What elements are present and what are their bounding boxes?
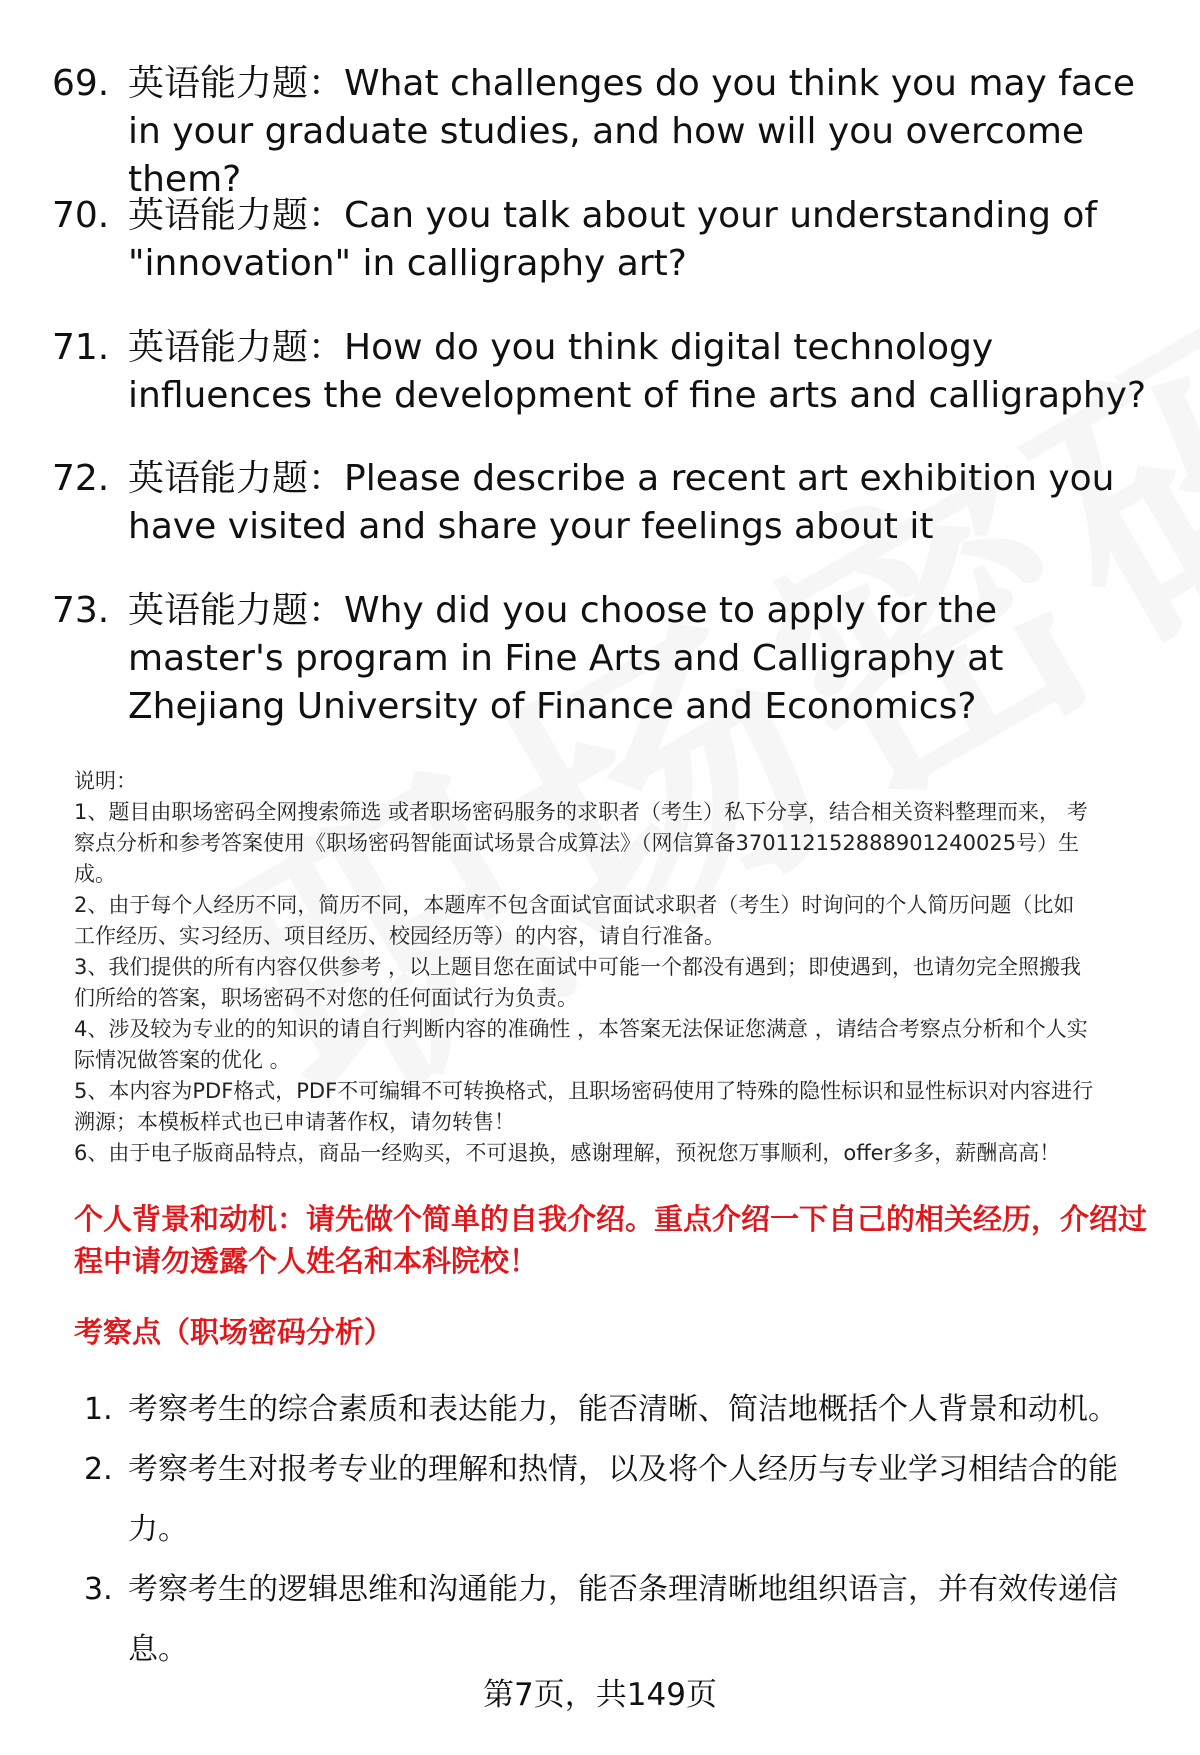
disclaimer-notes bbox=[74, 766, 1164, 1169]
notes-line: 3、我们提供的所有内容仅供参考 ，以上题目您在面试中可能一个都没有遇到；即使遇到，也请勿完全照搬我 bbox=[74, 955, 1082, 979]
page-footer: 第7页，共149页 bbox=[483, 1677, 717, 1713]
notes-line: 6、由于电子版商品特点，商品一经购买，不可退换，感谢理解，预祝您万事顺利，offer多多，薪酬高高！ bbox=[74, 1141, 1061, 1165]
question-72 bbox=[52, 455, 1162, 551]
question-71 bbox=[52, 324, 1162, 420]
question-number: 69. bbox=[52, 63, 110, 104]
notes-line: 际情况做答案的优化 。 bbox=[74, 1048, 291, 1072]
point-number: 1. bbox=[84, 1392, 113, 1427]
list-item bbox=[84, 1440, 1124, 1560]
question-number: 72. bbox=[52, 458, 110, 499]
question-70 bbox=[52, 192, 1162, 288]
list-item bbox=[84, 1380, 1124, 1440]
list-item bbox=[84, 1560, 1124, 1680]
notes-line: 成。 bbox=[74, 862, 116, 886]
notes-line: 察点分析和参考答案使用《职场密码智能面试场景合成算法》（网信算备370112152888901240025号）生 bbox=[74, 831, 1080, 855]
notes-line: 工作经历、实习经历、项目经历、校园经历等）的内容，请自行准备。 bbox=[74, 924, 725, 948]
notes-line: 4、涉及较为专业的的知识的请自行判断内容的准确性 ，本答案无法保证您满意 ，请结合考察点分析和个人实 bbox=[74, 1017, 1088, 1041]
point-number: 2. bbox=[84, 1452, 113, 1487]
question-number: 73. bbox=[52, 590, 110, 631]
notes-line: 溯源；本模板样式也已申请著作权，请勿转售！ bbox=[74, 1110, 515, 1134]
question-73 bbox=[52, 587, 1162, 731]
point-number: 3. bbox=[84, 1572, 113, 1607]
point-text: 考察考生对报考专业的理解和热情，以及将个人经历与专业学习相结合的能力。 bbox=[128, 1452, 1118, 1547]
question-69 bbox=[52, 60, 1162, 204]
notes-title: 说明： bbox=[74, 769, 137, 793]
analysis-points bbox=[84, 1380, 1124, 1680]
notes-line: 5、本内容为PDF格式，PDF不可编辑不可转换格式，且职场密码使用了特殊的隐性标识和显性标识对内容进行 bbox=[74, 1079, 1094, 1103]
analysis-heading: 考察点（职场密码分析） bbox=[74, 1315, 394, 1349]
question-number: 71. bbox=[52, 327, 110, 368]
notes-line: 1、题目由职场密码全网搜索筛选 或者职场密码服务的求职者（考生）私下分享，结合相关资料整理而来， 考 bbox=[74, 800, 1088, 824]
point-text: 考察考生的逻辑思维和沟通能力，能否条理清晰地组织语言，并有效传递信息。 bbox=[128, 1572, 1118, 1667]
notes-line: 2、由于每个人经历不同，简历不同，本题库不包含面试官面试求职者（考生）时询问的个人简历问题（比如 bbox=[74, 893, 1075, 917]
question-number: 70. bbox=[52, 195, 110, 236]
question-text: 英语能力题：Please describe a recent art exhibition you have visited and share your feelings about it bbox=[128, 458, 1115, 547]
point-text: 考察考生的综合素质和表达能力，能否清晰、简洁地概括个人背景和动机。 bbox=[128, 1392, 1118, 1427]
question-text: 英语能力题：How do you think digital technology influences the development of fine arts and calligraphy? bbox=[128, 327, 1147, 416]
featured-question: 个人背景和动机：请先做个简单的自我介绍。重点介绍一下自己的相关经历，介绍过程中请勿透露个人姓名和本科院校！ bbox=[74, 1202, 1148, 1278]
question-text: 英语能力题：What challenges do you think you may face in your graduate studies, and how will you overcome them? bbox=[128, 63, 1135, 200]
notes-line: 们所给的答案，职场密码不对您的任何面试行为负责。 bbox=[74, 986, 578, 1010]
question-text: 英语能力题：Can you talk about your understanding of "innovation" in calligraphy art? bbox=[128, 195, 1098, 284]
question-text: 英语能力题：Why did you choose to apply for the master's program in Fine Arts and Calligraphy at Zhejiang University of Finance and Economics? bbox=[128, 590, 1004, 727]
